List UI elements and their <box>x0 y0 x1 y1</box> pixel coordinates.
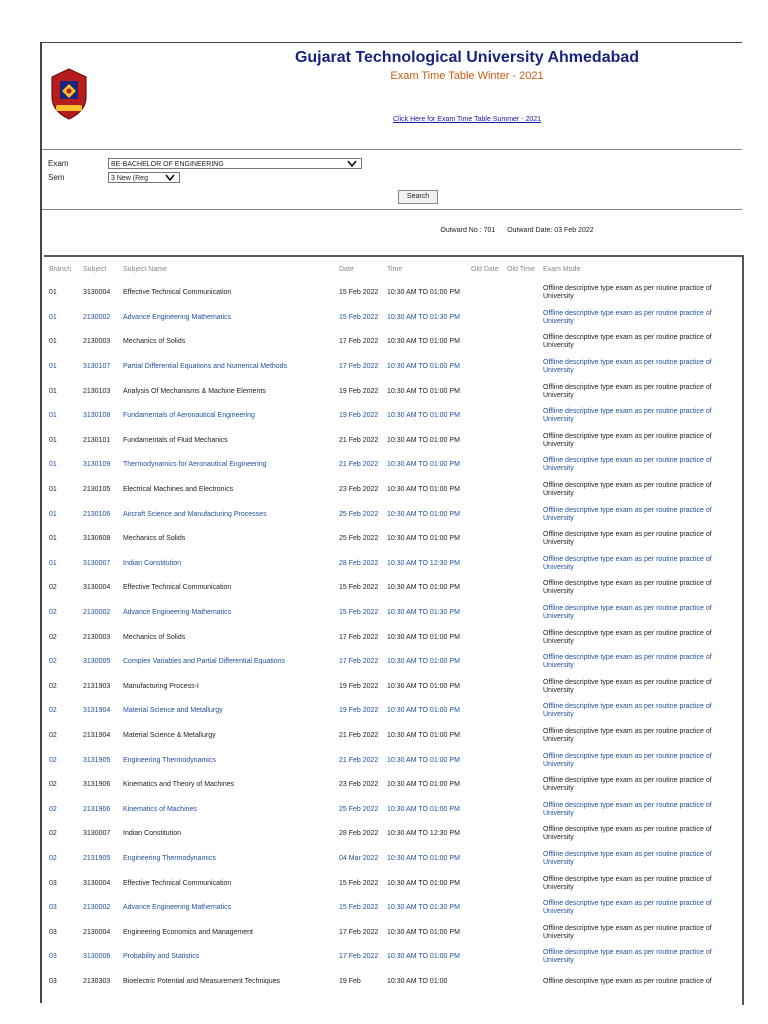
cell-branch: 03 <box>49 879 57 887</box>
cell-exam-mode: Offline descriptive type exam as per routine practice of University <box>543 383 712 399</box>
cell-date: 17 Feb 2022 <box>339 338 379 346</box>
cell-branch: 01 <box>49 486 57 494</box>
divider <box>42 149 742 150</box>
table-row <box>44 748 742 773</box>
cell-subject-code: 2130003 <box>83 338 111 346</box>
cell-date: 25 Feb 2022 <box>339 535 379 543</box>
cell-old-time <box>505 797 541 822</box>
table-row <box>44 601 742 626</box>
cell-time: 10:30 AM TO 01:00 PM <box>387 731 460 739</box>
table-row <box>44 527 742 552</box>
cell-subject-name: Partial Differential Equations and Numerical Methods <box>123 363 288 371</box>
cell-subject-code: 2130103 <box>83 387 111 395</box>
cell-time: 10:30 AM TO 12:30 PM <box>387 830 460 838</box>
cell-old-date <box>469 478 505 503</box>
table-row <box>44 453 742 478</box>
cell-branch: 01 <box>49 338 57 346</box>
table-row <box>44 871 742 896</box>
col-subject: Subject <box>83 265 107 273</box>
cell-subject-code: 3130004 <box>83 879 111 887</box>
cell-branch: 02 <box>49 830 57 838</box>
cell-subject-code: 3131905 <box>83 756 111 764</box>
outward-number: Outward No : 701 <box>440 227 496 234</box>
cell-old-date <box>469 502 505 527</box>
cell-date: 17 Feb 2022 <box>339 953 379 961</box>
cell-exam-mode: Offline descriptive type exam as per routine practice of University <box>543 482 712 498</box>
cell-time: 10:30 AM TO 01:00 PM <box>387 412 460 420</box>
cell-subject-name: Effective Technical Communication <box>123 879 232 887</box>
cell-date: 17 Feb 2022 <box>339 633 379 641</box>
col-subject-name: Subject Name <box>123 265 167 273</box>
cell-exam-mode: Offline descriptive type exam as per routine practice of University <box>543 801 712 817</box>
cell-old-time <box>505 453 541 478</box>
cell-exam-mode: Offline descriptive type exam as per routine practice of University <box>543 752 712 768</box>
cell-subject-name: Kinematics and Theory of Machines <box>123 781 235 789</box>
cell-subject-code: 2130303 <box>83 977 111 985</box>
table-row <box>44 478 742 503</box>
cell-date: 15 Feb 2022 <box>339 289 379 297</box>
col-branch: Branch <box>49 265 72 273</box>
table-body <box>44 281 742 994</box>
cell-exam-mode: Offline descriptive type exam as per routine practice of <box>543 977 712 985</box>
chevron-down-icon <box>165 174 175 182</box>
cell-branch: 01 <box>49 412 57 420</box>
sem-label: Sem <box>48 173 65 182</box>
cell-exam-mode: Offline descriptive type exam as per routine practice of University <box>543 629 712 645</box>
cell-exam-mode: Offline descriptive type exam as per routine practice of University <box>543 334 712 350</box>
cell-old-date <box>469 404 505 429</box>
table-row <box>44 650 742 675</box>
cell-old-date <box>469 453 505 478</box>
cell-subject-name: Engineering Thermodynamics <box>123 854 216 862</box>
cell-old-date <box>469 945 505 970</box>
cell-date: 15 Feb 2022 <box>339 313 379 321</box>
cell-old-time <box>505 330 541 355</box>
cell-branch: 01 <box>49 289 57 297</box>
table-header-row <box>44 257 742 281</box>
cell-old-date <box>469 429 505 454</box>
cell-date: 15 Feb 2022 <box>339 584 379 592</box>
cell-subject-code: 3130004 <box>83 584 111 592</box>
cell-subject-name: Fundamentals of Aeronautical Engineering <box>123 412 255 420</box>
cell-subject-code: 2130004 <box>83 928 111 936</box>
cell-subject-code: 2131903 <box>83 682 111 690</box>
cell-subject-name: Manufacturing Process-I <box>123 682 199 690</box>
cell-subject-name: Thermodynamics for Aeronautical Engineering <box>123 461 267 469</box>
cell-date: 17 Feb 2022 <box>339 658 379 666</box>
cell-old-date <box>469 847 505 872</box>
cell-exam-mode: Offline descriptive type exam as per routine practice of University <box>543 875 712 891</box>
cell-subject-name: Probability and Statistics <box>123 953 200 961</box>
cell-branch: 03 <box>49 977 57 985</box>
col-old-time: Old Time <box>507 265 536 273</box>
cell-time: 10:30 AM TO 01:30 PM <box>387 313 460 321</box>
cell-old-time <box>505 847 541 872</box>
outward-info <box>42 227 742 234</box>
outward-date: Outward Date: 03 Feb 2022 <box>507 227 594 234</box>
cell-old-date <box>469 355 505 380</box>
cell-subject-code: 3130007 <box>83 559 111 567</box>
cell-time: 10:30 AM TO 01:00 PM <box>387 535 460 543</box>
cell-old-date <box>469 699 505 724</box>
cell-date: 04 Mar 2022 <box>339 854 379 862</box>
cell-old-time <box>505 675 541 700</box>
cell-branch: 03 <box>49 904 57 912</box>
cell-subject-name: Electrical Machines and Electronics <box>123 486 234 494</box>
cell-exam-mode: Offline descriptive type exam as per routine practice of University <box>543 949 712 965</box>
cell-old-date <box>469 625 505 650</box>
cell-branch: 01 <box>49 436 57 444</box>
table-row <box>44 773 742 798</box>
cell-exam-mode: Offline descriptive type exam as per routine practice of University <box>543 924 712 940</box>
cell-date: 21 Feb 2022 <box>339 756 379 764</box>
cell-time: 10:30 AM TO 01:30 PM <box>387 609 460 617</box>
exam-select-value: BE-BACHELOR OF ENGINEERING <box>111 161 224 168</box>
cell-subject-code: 2130003 <box>83 633 111 641</box>
cell-time: 10:30 AM TO 01:00 PM <box>387 658 460 666</box>
page-frame <box>40 42 742 1003</box>
cell-subject-code: 2131904 <box>83 731 111 739</box>
cell-old-time <box>505 896 541 921</box>
cell-subject-name: Advance Engineering Mathematics <box>123 313 232 321</box>
cell-old-time <box>505 527 541 552</box>
cell-old-time <box>505 724 541 749</box>
cell-exam-mode: Offline descriptive type exam as per routine practice of University <box>543 555 712 571</box>
cell-date: 25 Feb 2022 <box>339 805 379 813</box>
cell-exam-mode: Offline descriptive type exam as per routine practice of University <box>543 432 712 448</box>
table-row <box>44 552 742 577</box>
table-row <box>44 896 742 921</box>
cell-old-time <box>505 970 541 995</box>
cell-subject-name: Engineering Thermodynamics <box>123 756 216 764</box>
table-row <box>44 281 742 306</box>
cell-old-date <box>469 281 505 306</box>
cell-old-date <box>469 576 505 601</box>
cell-date: 15 Feb 2022 <box>339 904 379 912</box>
cell-old-date <box>469 896 505 921</box>
cell-branch: 02 <box>49 584 57 592</box>
cell-subject-name: Mechanics of Solids <box>123 535 186 543</box>
cell-subject-name: Kinematics of Machines <box>123 805 197 813</box>
cell-date: 15 Feb 2022 <box>339 879 379 887</box>
cell-subject-name: Fundamentals of Fluid Mechanics <box>123 436 228 444</box>
cell-date: 15 Feb 2022 <box>339 609 379 617</box>
col-date: Date <box>339 265 354 273</box>
cell-exam-mode: Offline descriptive type exam as per routine practice of University <box>543 359 712 375</box>
table-row <box>44 330 742 355</box>
cell-branch: 02 <box>49 682 57 690</box>
cell-date: 21 Feb 2022 <box>339 436 379 444</box>
cell-old-date <box>469 871 505 896</box>
cell-old-date <box>469 330 505 355</box>
cell-subject-name: Effective Technical Communication <box>123 584 232 592</box>
cell-old-time <box>505 945 541 970</box>
cell-subject-code: 2131906 <box>83 805 111 813</box>
cell-subject-code: 3130107 <box>83 363 111 371</box>
cell-subject-code: 3130006 <box>83 953 111 961</box>
cell-old-time <box>505 625 541 650</box>
cell-subject-code: 3130005 <box>83 658 111 666</box>
cell-date: 21 Feb 2022 <box>339 461 379 469</box>
cell-time: 10:30 AM TO 01:00 PM <box>387 928 460 936</box>
cell-old-time <box>505 773 541 798</box>
cell-old-time <box>505 650 541 675</box>
cell-branch: 02 <box>49 707 57 715</box>
cell-exam-mode: Offline descriptive type exam as per routine practice of University <box>543 727 712 743</box>
cell-branch: 02 <box>49 658 57 666</box>
cell-exam-mode: Offline descriptive type exam as per routine practice of University <box>543 408 712 424</box>
cell-branch: 03 <box>49 953 57 961</box>
cell-subject-name: Aircraft Science and Manufacturing Processes <box>123 510 267 518</box>
table-row <box>44 920 742 945</box>
cell-old-date <box>469 675 505 700</box>
cell-subject-name: Mechanics of Solids <box>123 633 186 641</box>
cell-date: 28 Feb 2022 <box>339 559 379 567</box>
cell-time: 10:30 AM TO 01:00 PM <box>387 436 460 444</box>
cell-time: 10:30 AM TO 01:00 PM <box>387 338 460 346</box>
cell-date: 25 Feb 2022 <box>339 510 379 518</box>
table-row <box>44 724 742 749</box>
cell-time: 10:30 AM TO 01:00 PM <box>387 879 460 887</box>
cell-old-date <box>469 650 505 675</box>
cell-old-date <box>469 552 505 577</box>
cell-time: 10:30 AM TO 01:00 PM <box>387 486 460 494</box>
cell-old-time <box>505 404 541 429</box>
cell-date: 23 Feb 2022 <box>339 486 379 494</box>
cell-exam-mode: Offline descriptive type exam as per routine practice of University <box>543 506 712 522</box>
search-button[interactable]: Search <box>398 190 438 204</box>
chevron-down-icon <box>347 160 357 168</box>
cell-old-time <box>505 748 541 773</box>
cell-time: 10:30 AM TO 01:00 PM <box>387 756 460 764</box>
cell-subject-name: Indian Constitution <box>123 559 181 567</box>
table-row <box>44 429 742 454</box>
cell-exam-mode: Offline descriptive type exam as per routine practice of University <box>543 457 712 473</box>
cell-exam-mode: Offline descriptive type exam as per routine practice of University <box>543 309 712 325</box>
cell-old-time <box>505 281 541 306</box>
cell-subject-code: 3130007 <box>83 830 111 838</box>
cell-branch: 02 <box>49 805 57 813</box>
cell-exam-mode: Offline descriptive type exam as per routine practice of University <box>543 531 712 547</box>
cell-subject-name: Mechanics of Solids <box>123 338 186 346</box>
cell-old-date <box>469 970 505 995</box>
cell-date: 23 Feb 2022 <box>339 781 379 789</box>
table-row <box>44 404 742 429</box>
cell-old-time <box>505 478 541 503</box>
cell-old-time <box>505 552 541 577</box>
cell-old-date <box>469 797 505 822</box>
cell-subject-name: Bioelectric Potential and Measurement Techniques <box>123 977 281 985</box>
cell-old-time <box>505 306 541 331</box>
cell-branch: 02 <box>49 609 57 617</box>
cell-branch: 01 <box>49 313 57 321</box>
exam-select[interactable] <box>108 158 362 169</box>
cell-old-date <box>469 773 505 798</box>
table-row <box>44 945 742 970</box>
cell-subject-code: 3130608 <box>83 535 111 543</box>
cell-subject-name: Material Science and Metallurgy <box>123 707 223 715</box>
cell-time: 10:30 AM TO 01:00 PM <box>387 805 460 813</box>
cell-old-time <box>505 429 541 454</box>
cell-date: 19 Feb 2022 <box>339 707 379 715</box>
sem-select-value: 3 New (Reg <box>111 175 148 182</box>
cell-old-date <box>469 748 505 773</box>
cell-date: 19 Feb 2022 <box>339 387 379 395</box>
cell-subject-code: 3130004 <box>83 289 111 297</box>
cell-date: 21 Feb 2022 <box>339 731 379 739</box>
timetable-table <box>44 257 742 994</box>
cell-date: 17 Feb 2022 <box>339 363 379 371</box>
cell-subject-code: 2130002 <box>83 609 111 617</box>
cell-subject-code: 3130108 <box>83 412 111 420</box>
cell-time: 10:30 AM TO 01:00 PM <box>387 289 460 297</box>
cell-date: 19 Feb <box>339 977 361 985</box>
col-old-date: Old Date <box>471 265 499 273</box>
table-row <box>44 306 742 331</box>
table-row <box>44 675 742 700</box>
cell-exam-mode: Offline descriptive type exam as per routine practice of University <box>543 580 712 596</box>
cell-subject-code: 2130106 <box>83 510 111 518</box>
cell-date: 17 Feb 2022 <box>339 928 379 936</box>
cell-time: 10:30 AM TO 01:00 PM <box>387 781 460 789</box>
cell-old-date <box>469 724 505 749</box>
cell-subject-name: Effective Technical Communication <box>123 289 232 297</box>
cell-time: 10:30 AM TO 01:00 PM <box>387 510 460 518</box>
page-title: Gujarat Technological University Ahmedabad <box>294 49 640 66</box>
cell-exam-mode: Offline descriptive type exam as per routine practice of University <box>543 826 712 842</box>
sem-select[interactable] <box>108 172 180 183</box>
cell-time: 10:30 AM TO 01:00 PM <box>387 461 460 469</box>
cell-subject-name: Advance Engineering Mathematics <box>123 904 232 912</box>
cell-exam-mode: Offline descriptive type exam as per routine practice of University <box>543 850 712 866</box>
table-row <box>44 797 742 822</box>
cell-old-date <box>469 822 505 847</box>
cell-branch: 02 <box>49 633 57 641</box>
cell-time: 10:30 AM TO 01:00 <box>387 977 448 985</box>
cell-time: 10:30 AM TO 01:00 PM <box>387 953 460 961</box>
cell-time: 10:30 AM TO 12:30 PM <box>387 559 460 567</box>
col-exam-mode: Exam Mode <box>543 265 581 273</box>
col-time: Time <box>387 265 403 273</box>
cell-subject-code: 2130002 <box>83 904 111 912</box>
cell-old-date <box>469 379 505 404</box>
cell-branch: 01 <box>49 387 57 395</box>
cell-subject-code: 2130101 <box>83 436 111 444</box>
cell-old-time <box>505 920 541 945</box>
table-row <box>44 847 742 872</box>
cell-subject-code: 2131905 <box>83 854 111 862</box>
cell-old-time <box>505 601 541 626</box>
table-row <box>44 502 742 527</box>
cell-subject-code: 3130109 <box>83 461 111 469</box>
cell-branch: 01 <box>49 559 57 567</box>
cell-old-date <box>469 306 505 331</box>
cell-old-time <box>505 355 541 380</box>
cell-branch: 02 <box>49 781 57 789</box>
timetable <box>44 255 744 1005</box>
cell-exam-mode: Offline descriptive type exam as per routine practice of University <box>543 678 712 694</box>
cell-old-time <box>505 576 541 601</box>
cell-time: 10:30 AM TO 01:00 PM <box>387 854 460 862</box>
cell-old-date <box>469 601 505 626</box>
table-row <box>44 699 742 724</box>
cell-branch: 02 <box>49 854 57 862</box>
cell-subject-name: Complex Variables and Partial Differential Equations <box>123 658 285 666</box>
table-row <box>44 970 742 995</box>
header <box>42 43 742 149</box>
cell-subject-name: Indian Constitution <box>123 830 181 838</box>
cell-date: 19 Feb 2022 <box>339 682 379 690</box>
cell-time: 10:30 AM TO 01:00 PM <box>387 682 460 690</box>
cell-old-date <box>469 920 505 945</box>
cell-branch: 02 <box>49 731 57 739</box>
cell-branch: 01 <box>49 510 57 518</box>
table-row <box>44 625 742 650</box>
cell-branch: 01 <box>49 363 57 371</box>
cell-branch: 01 <box>49 535 57 543</box>
table-row <box>44 822 742 847</box>
cell-time: 10:30 AM TO 01:30 PM <box>387 904 460 912</box>
cell-subject-name: Advance Engineering Mathematics <box>123 609 232 617</box>
cell-time: 10:30 AM TO 01:00 PM <box>387 387 460 395</box>
table-row <box>44 576 742 601</box>
cell-subject-name: Material Science & Metallurgy <box>123 731 216 739</box>
divider <box>42 209 742 210</box>
cell-old-time <box>505 871 541 896</box>
cell-branch: 01 <box>49 461 57 469</box>
page-subtitle: Exam Time Table Winter - 2021 <box>390 70 544 82</box>
cell-exam-mode: Offline descriptive type exam as per routine practice of University <box>543 605 712 621</box>
cell-exam-mode: Offline descriptive type exam as per routine practice of University <box>543 900 712 916</box>
cell-time: 10:30 AM TO 01:00 PM <box>387 707 460 715</box>
cell-subject-code: 3131906 <box>83 781 111 789</box>
cell-old-time <box>505 502 541 527</box>
cell-date: 19 Feb 2022 <box>339 412 379 420</box>
summer-timetable-link[interactable]: Click Here for Exam Time Table Summer - 2021 <box>392 116 542 123</box>
cell-subject-name: Engineering Economics and Management <box>123 928 253 936</box>
table-row <box>44 355 742 380</box>
cell-old-date <box>469 527 505 552</box>
cell-time: 10:30 AM TO 01:00 PM <box>387 633 460 641</box>
cell-exam-mode: Offline descriptive type exam as per routine practice of University <box>543 654 712 670</box>
cell-branch: 02 <box>49 756 57 764</box>
cell-branch: 03 <box>49 928 57 936</box>
cell-time: 10:30 AM TO 01:00 PM <box>387 363 460 371</box>
cell-subject-code: 2130105 <box>83 486 111 494</box>
cell-subject-code: 2130002 <box>83 313 111 321</box>
cell-date: 28 Feb 2022 <box>339 830 379 838</box>
cell-subject-code: 3131904 <box>83 707 111 715</box>
exam-label: Exam <box>48 159 69 168</box>
cell-exam-mode: Offline descriptive type exam as per routine practice of University <box>543 703 712 719</box>
cell-exam-mode: Offline descriptive type exam as per routine practice of University <box>543 285 712 301</box>
table-row <box>44 379 742 404</box>
cell-time: 10:30 AM TO 01:00 PM <box>387 584 460 592</box>
cell-subject-name: Analysis Of Mechanisms & Machine Elements <box>123 387 266 395</box>
cell-old-time <box>505 379 541 404</box>
search-form <box>42 157 742 207</box>
cell-exam-mode: Offline descriptive type exam as per routine practice of University <box>543 777 712 793</box>
cell-old-time <box>505 699 541 724</box>
cell-old-time <box>505 822 541 847</box>
